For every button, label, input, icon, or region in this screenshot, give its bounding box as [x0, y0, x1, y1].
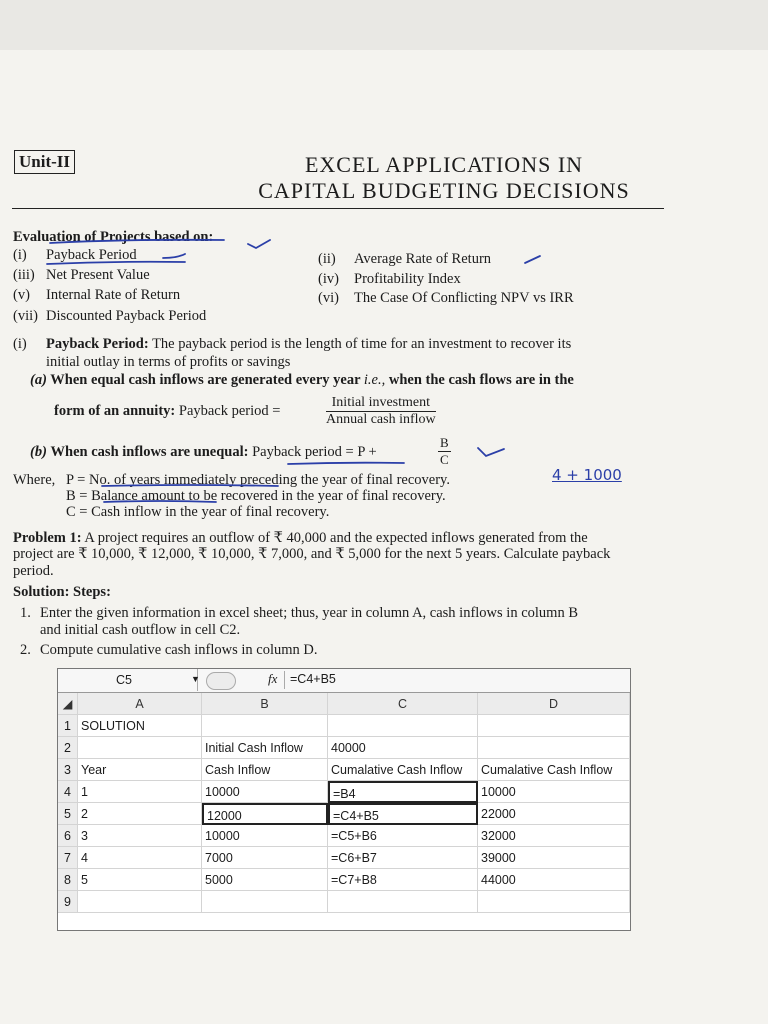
title-rule: [12, 208, 664, 209]
table-row: [58, 847, 630, 869]
column-header: A: [78, 693, 202, 715]
column-header: C: [328, 693, 478, 715]
chapter-title-line2: CAPITAL BUDGETING DECISIONS: [258, 178, 630, 203]
cell-d6: 32000: [478, 825, 630, 847]
cell-c1: [328, 715, 478, 737]
cell-b1: [202, 715, 328, 737]
cell-b2: Initial Cash Inflow: [202, 737, 328, 759]
cell-c6: =C5+B6: [328, 825, 478, 847]
case-b-text: (b) When cash inflows are unequal: Payback period = P +: [30, 444, 377, 460]
case-a-text: (a) When equal cash inflows are generated every year i.e., when the cash flows are in the: [30, 372, 574, 388]
pen-underline-icon: [100, 480, 290, 510]
column-header: B: [202, 693, 328, 715]
table-row: [58, 825, 630, 847]
table-row: [58, 737, 630, 759]
method-item: (i) Payback Period: [13, 247, 137, 263]
cell-d4: 10000: [478, 781, 630, 803]
solution-heading: Solution: Steps:: [13, 584, 111, 600]
annuity-formula: form of an annuity: Payback period =: [54, 403, 281, 419]
fx-icon: fx: [268, 671, 278, 686]
pen-underline-icon: [286, 440, 516, 470]
cell-c3: Cumalative Cash Inflow: [328, 759, 478, 781]
method-item: (v) Internal Rate of Return: [13, 287, 181, 303]
table-row: [58, 715, 630, 737]
step-1: 1. Enter the given information in excel sheet; thus, year in column A, cash inflows in column B: [20, 605, 578, 621]
cell-b6: 10000: [202, 825, 328, 847]
cell-a5: 2: [78, 803, 202, 825]
cell-b4: 10000: [202, 781, 328, 803]
formula-bar: [58, 669, 630, 693]
table-row: [58, 781, 630, 803]
cell-c9: [328, 891, 478, 913]
chapter-title-line1: EXCEL APPLICATIONS IN: [304, 152, 584, 177]
def-c: C = Cash inflow in the year of final recovery.: [66, 504, 330, 520]
cell-b5: 12000: [202, 803, 328, 825]
payback-definition: (i) Payback Period: The payback period is the length of time for an investment to recover its: [13, 336, 572, 352]
row-number: 3: [58, 759, 78, 781]
problem-line2: project are ₹ 10,000, ₹ 12,000, ₹ 10,000, ₹ 7,000, and ₹ 5,000 for the next 5 years. Calculate payback: [13, 546, 611, 562]
cell-b9: [202, 891, 328, 913]
cell-b7: 7000: [202, 847, 328, 869]
cell-a2: [78, 737, 202, 759]
table-row: [58, 891, 630, 913]
column-header-row: [58, 693, 630, 715]
method-item: (ii) Average Rate of Return: [318, 251, 492, 267]
step-1-cont: and initial cash outflow in cell C2.: [40, 622, 241, 638]
cell-d7: 39000: [478, 847, 630, 869]
select-all-corner: ◢: [58, 693, 78, 715]
cell-a8: 5: [78, 869, 202, 891]
cell-c7: =C6+B7: [328, 847, 478, 869]
cell-d9: [478, 891, 630, 913]
bc-fraction: $\frac{B}{C}$: [440, 435, 449, 467]
annuity-fraction: Initial investment Annual cash inflow: [326, 395, 436, 427]
formula-text: =C4+B5: [290, 672, 336, 686]
problem-line3: period.: [13, 563, 54, 579]
pen-tick-icon: [522, 252, 546, 268]
row-number: 9: [58, 891, 78, 913]
cell-a9: [78, 891, 202, 913]
cell-c8: =C7+B8: [328, 869, 478, 891]
unit-label: Unit-II: [14, 150, 75, 174]
where-label: Where,: [13, 472, 56, 488]
cell-b3: Cash Inflow: [202, 759, 328, 781]
row-number: 8: [58, 869, 78, 891]
method-item: (iv) Profitability Index: [318, 271, 461, 287]
cell-d8: 44000: [478, 869, 630, 891]
excel-screenshot: [57, 668, 631, 931]
cell-d3: Cumalative Cash Inflow: [478, 759, 630, 781]
dropdown-caret-icon: ▼: [191, 674, 200, 684]
column-header: D: [478, 693, 630, 715]
cell-c4: =B4: [328, 781, 478, 803]
cell-a1: SOLUTION: [78, 715, 202, 737]
cell-a4: 1: [78, 781, 202, 803]
cell-a3: Year: [78, 759, 202, 781]
method-item: (vi) The Case Of Conflicting NPV vs IRR: [318, 290, 574, 306]
row-number: 2: [58, 737, 78, 759]
problem-line1: Problem 1: A project requires an outflow of ₹ 40,000 and the expected inflows generated from the: [13, 530, 588, 546]
table-row: [58, 759, 630, 781]
row-number: 1: [58, 715, 78, 737]
cell-a7: 4: [78, 847, 202, 869]
method-item: (iii) Net Present Value: [13, 267, 150, 283]
method-item: (vii) Discounted Payback Period: [13, 308, 207, 324]
def-b: B = Balance amount to be recovered in the year of final recovery.: [66, 488, 446, 504]
cell-d5: 22000: [478, 803, 630, 825]
table-row: [58, 869, 630, 891]
row-number: 4: [58, 781, 78, 803]
step-2: 2. Compute cumulative cash inflows in column D.: [20, 642, 318, 658]
row-number: 6: [58, 825, 78, 847]
payback-definition-cont: initial outlay in terms of profits or savings: [46, 354, 291, 370]
cell-d2: [478, 737, 630, 759]
row-number: 5: [58, 803, 78, 825]
handwritten-note: 4 + 1000: [552, 466, 622, 484]
cell-c5-active: =C4+B5: [328, 803, 478, 825]
cell-c2: 40000: [328, 737, 478, 759]
cell-d1: [478, 715, 630, 737]
cell-b8: 5000: [202, 869, 328, 891]
formula-controls: [206, 672, 236, 690]
table-row: [58, 803, 630, 825]
evaluation-heading: Evaluation of Projects based on:: [13, 229, 214, 245]
def-p: P = No. of years immediately preceding the year of final recovery.: [66, 472, 450, 488]
row-number: 7: [58, 847, 78, 869]
name-box: C5: [58, 669, 198, 691]
cell-a6: 3: [78, 825, 202, 847]
